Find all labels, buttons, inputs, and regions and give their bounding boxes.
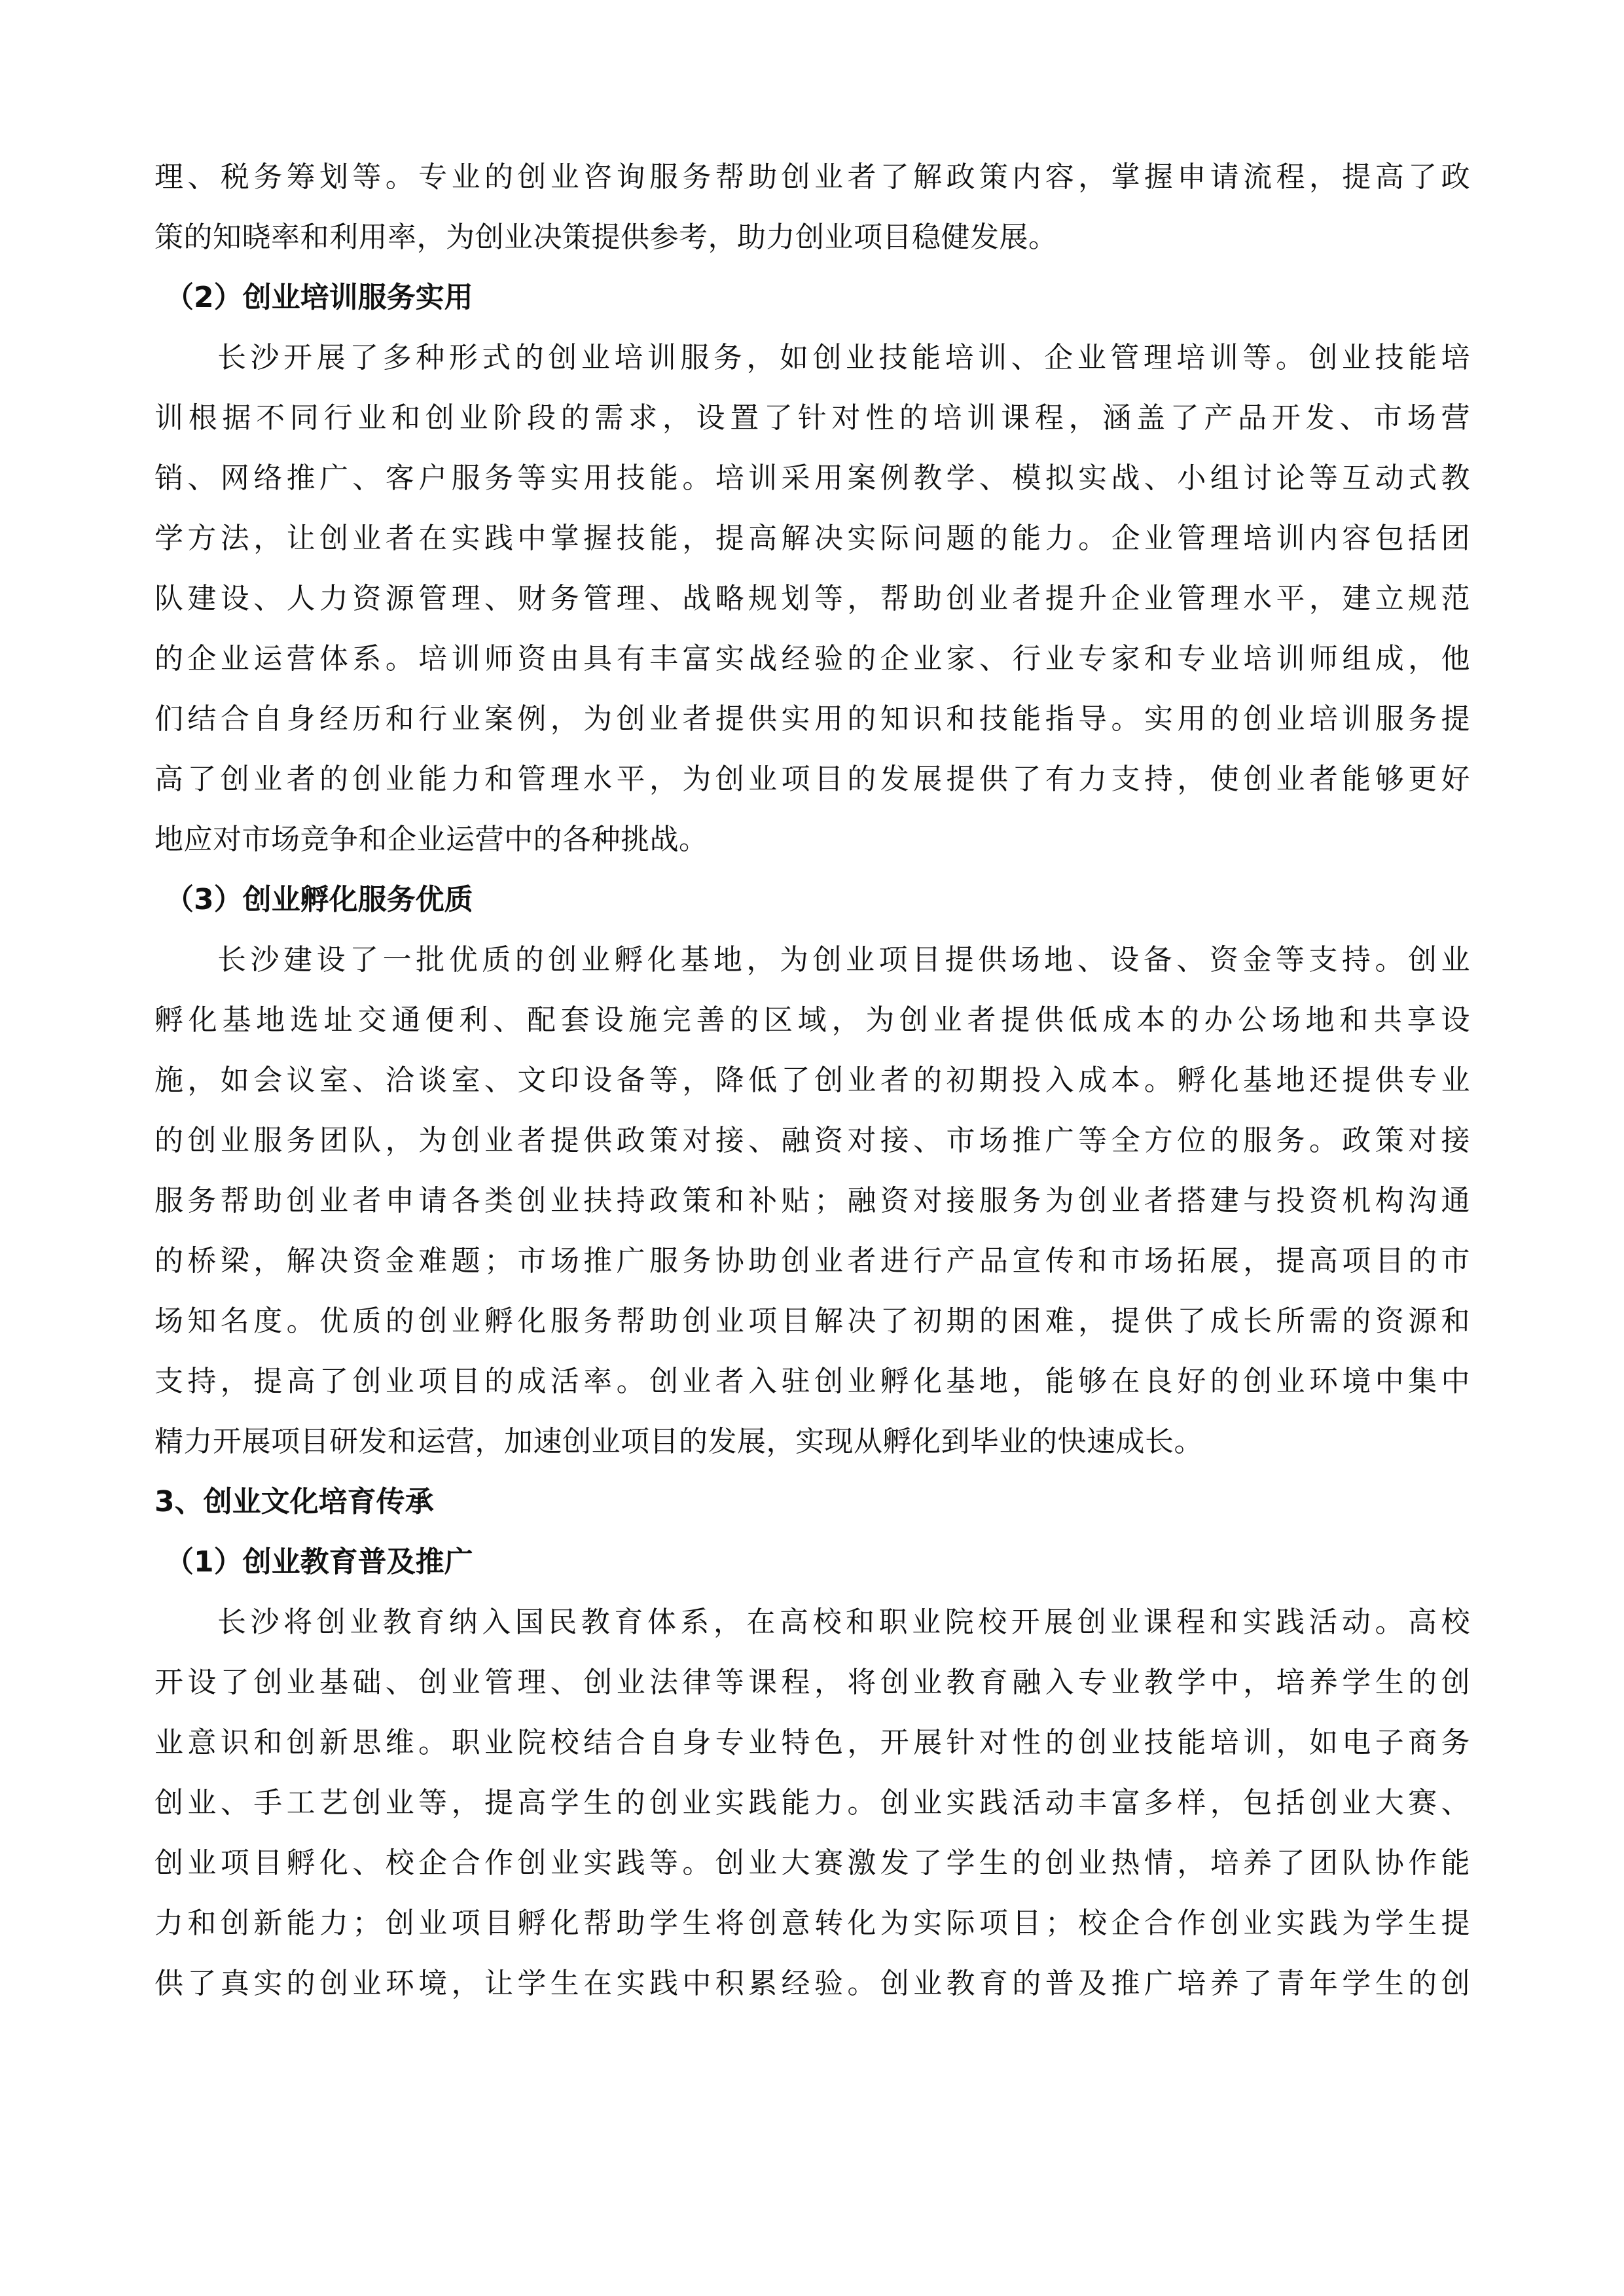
text-line: 孵化基地选址交通便利、配套设施完善的区域，为创业者提供低成本的办公场地和共享设 — [154, 1003, 1470, 1037]
section-heading: （3）创业孵化服务优质 — [165, 883, 473, 916]
text-line: 策的知晓率和利用率，为创业决策提供参考，助力创业项目稳健发展。 — [154, 221, 1058, 254]
section-education — [154, 1532, 1470, 2014]
text-line: 服务帮助创业者申请各类创业扶持政策和补贴；融资对接服务为创业者搭建与投资机构沟通 — [154, 1184, 1470, 1217]
section-heading: （1）创业教育普及推广 — [165, 1545, 473, 1579]
text-line: 长沙建设了一批优质的创业孵化基地，为创业项目提供场地、设备、资金等支持。创业 — [217, 943, 1470, 977]
text-line: 场知名度。优质的创业孵化服务帮助创业项目解决了初期的困难，提供了成长所需的资源和 — [154, 1304, 1470, 1338]
text-line: 的桥梁，解决资金难题；市场推广服务协助创业者进行产品宣传和市场拓展，提高项目的市 — [154, 1244, 1470, 1278]
text-line: 地应对市场竞争和企业运营中的各种挑战。 — [154, 823, 708, 856]
section-heading: 3、创业文化培育传承 — [154, 1485, 434, 1518]
text-line: 销、网络推广、客户服务等实用技能。培训采用案例教学、模拟实战、小组讨论等互动式教 — [154, 461, 1470, 495]
text-line: 队建设、人力资源管理、财务管理、战略规划等，帮助创业者提升企业管理水平，建立规范 — [154, 582, 1470, 615]
section-training — [154, 268, 1470, 870]
text-line: 学方法，让创业者在实践中掌握技能，提高解决实际问题的能力。企业管理培训内容包括团 — [154, 522, 1470, 555]
text-line: 们结合自身经历和行业案例，为创业者提供实用的知识和技能指导。实用的创业培训服务提 — [154, 702, 1470, 736]
text-line: 创业、手工艺创业等，提高学生的创业实践能力。创业实践活动丰富多样，包括创业大赛、 — [154, 1786, 1470, 1820]
text-line: 业意识和创新思维。职业院校结合自身专业特色，开展针对性的创业技能培训，如电子商务 — [154, 1726, 1470, 1759]
text-line: 的企业运营体系。培训师资由具有丰富实战经验的企业家、行业专家和专业培训师组成，他 — [154, 642, 1470, 675]
text-line: 理、税务筹划等。专业的创业咨询服务帮助创业者了解政策内容，掌握申请流程，提高了政 — [154, 160, 1470, 194]
text-line: 力和创新能力；创业项目孵化帮助学生将创意转化为实际项目；校企合作创业实践为学生提 — [154, 1907, 1470, 1940]
document-page — [154, 147, 1470, 2014]
text-line: 高了创业者的创业能力和管理水平，为创业项目的发展提供了有力支持，使创业者能够更好 — [154, 762, 1470, 796]
paragraph-continuation — [154, 147, 1470, 268]
text-line: 支持，提高了创业项目的成活率。创业者入驻创业孵化基地，能够在良好的创业环境中集中 — [154, 1365, 1470, 1398]
text-line: 开设了创业基础、创业管理、创业法律等课程，将创业教育融入专业教学中，培养学生的创 — [154, 1666, 1470, 1699]
section-incubation — [154, 870, 1470, 1472]
text-line: 训根据不同行业和创业阶段的需求，设置了针对性的培训课程，涵盖了产品开发、市场营 — [154, 401, 1470, 435]
text-line: 长沙将创业教育纳入国民教育体系，在高校和职业院校开展创业课程和实践活动。高校 — [217, 1605, 1470, 1639]
section-culture — [154, 1472, 1470, 1532]
text-line: 精力开展项目研发和运营，加速创业项目的发展，实现从孵化到毕业的快速成长。 — [154, 1425, 1203, 1458]
text-line: 施，如会议室、洽谈室、文印设备等，降低了创业者的初期投入成本。孵化基地还提供专业 — [154, 1064, 1470, 1097]
text-line: 的创业服务团队，为创业者提供政策对接、融资对接、市场推广等全方位的服务。政策对接 — [154, 1124, 1470, 1157]
text-line: 创业项目孵化、校企合作创业实践等。创业大赛激发了学生的创业热情，培养了团队协作能 — [154, 1846, 1470, 1880]
text-line: 长沙开展了多种形式的创业培训服务，如创业技能培训、企业管理培训等。创业技能培 — [217, 341, 1470, 374]
section-heading: （2）创业培训服务实用 — [165, 281, 473, 314]
text-line: 供了真实的创业环境，让学生在实践中积累经验。创业教育的普及推广培养了青年学生的创 — [154, 1967, 1470, 2000]
